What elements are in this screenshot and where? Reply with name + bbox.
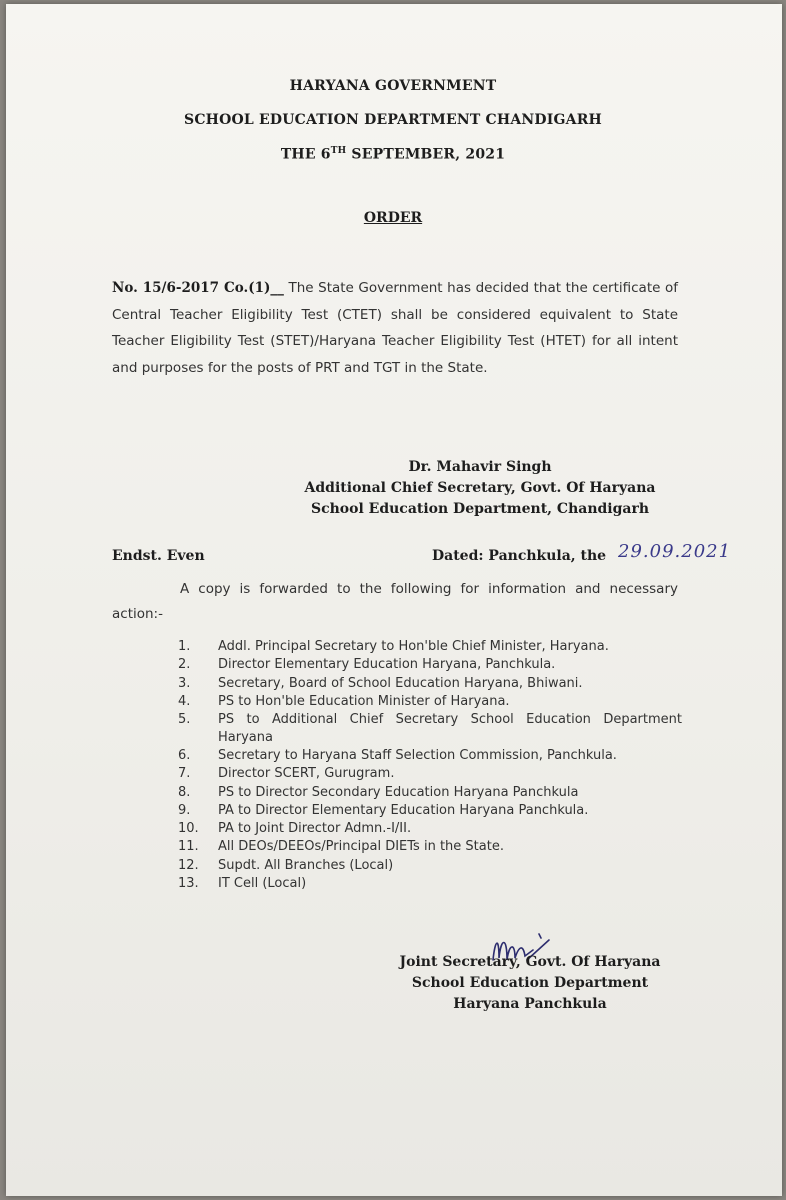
list-item-number: 1. [178, 639, 191, 654]
list-item-number: 5. [178, 712, 191, 728]
list-item-text: Secretary to Haryana Staff Selection Commission, Panchkula. [218, 747, 617, 763]
list-item-text: PS to Additional Chief Secretary School Education Department Haryana [218, 712, 682, 745]
header-department: SCHOOL EDUCATION DEPARTMENT CHANDIGARH [184, 112, 602, 128]
signatory-name: Dr. Mahavir Singh [408, 459, 552, 475]
list-item-text: IT Cell (Local) [218, 876, 307, 892]
endorsement-label: Endst. Even [112, 548, 205, 564]
list-item-number: 13. [178, 876, 199, 892]
list-item-number: 10. [178, 821, 199, 837]
order-text: The State Government has decided that the certificate of Central Teacher Eligibility Test (CTET) shall be considered equivalent to State Teacher Eligibility Test (STET)/Haryana Teacher Eligibility Test (HTET) for all intent and purposes for the posts of PRT and TGT in the State. [112, 280, 678, 376]
joint-signatory-location: Haryana Panchkula [453, 996, 607, 1012]
forward-paragraph: A copy is forwarded to the following for information and necessary action:- [112, 581, 678, 622]
list-item-text: Director Elementary Education Haryana, Panchkula. [218, 657, 556, 673]
list-item-number: 12. [178, 857, 199, 873]
recipient-list [178, 638, 682, 893]
list-item [178, 838, 682, 856]
list-item [178, 857, 682, 875]
order-number: No. 15/6-2017 Co.(1)__ [112, 280, 284, 296]
list-item [178, 802, 682, 820]
list-item-number: 9. [178, 802, 191, 818]
list-item-number: 6. [178, 747, 191, 763]
list-item [178, 875, 682, 893]
list-item-text: Addl. Principal Secretary to Hon'ble Chief Minister, Haryana. [218, 639, 609, 654]
handwritten-date: 29.09.2021 [618, 541, 732, 562]
list-item-text: PA to Director Elementary Education Haryana Panchkula. [218, 802, 589, 818]
header-government: HARYANA GOVERNMENT [289, 78, 497, 94]
list-item [178, 747, 682, 765]
list-item [178, 784, 682, 802]
list-item-text: Supdt. All Branches (Local) [218, 857, 394, 873]
list-item [178, 711, 682, 746]
dated-label: Dated: Panchkula, the [432, 548, 607, 564]
list-item [178, 638, 682, 656]
list-item-number: 4. [178, 693, 191, 709]
list-item [178, 656, 682, 674]
joint-signatory-block [340, 952, 720, 1015]
list-item-text: PS to Director Secondary Education Haryana Panchkula [218, 784, 579, 800]
signatory-block [270, 457, 690, 520]
list-item [178, 675, 682, 693]
list-item-text: Director SCERT, Gurugram. [218, 766, 395, 782]
list-item-number: 11. [178, 839, 199, 855]
list-item-number: 8. [178, 784, 191, 800]
joint-signatory-department: School Education Department [411, 975, 649, 991]
joint-signatory-title: Joint Secretary, Govt. Of Haryana [399, 954, 661, 970]
list-item-text: PA to Joint Director Admn.-I/II. [218, 821, 412, 837]
list-item-number: 2. [178, 657, 191, 673]
list-item [178, 765, 682, 783]
signatory-department: School Education Department, Chandigarh [310, 501, 650, 517]
list-item [178, 820, 682, 838]
list-item-number: 3. [178, 675, 191, 691]
order-paragraph [112, 275, 678, 381]
list-item-text: Secretary, Board of School Education Haryana, Bhiwani. [218, 675, 583, 691]
order-title: ORDER [363, 210, 423, 226]
list-item-text: PS to Hon'ble Education Minister of Haryana. [218, 693, 510, 709]
signatory-designation: Additional Chief Secretary, Govt. Of Haryana [304, 480, 656, 496]
list-item [178, 693, 682, 711]
header-date: THE 6TH SEPTEMBER, 2021 [280, 146, 506, 163]
list-item-text: All DEOs/DEEOs/Principal DIETs in the State. [218, 839, 504, 855]
list-item-number: 7. [178, 766, 191, 782]
